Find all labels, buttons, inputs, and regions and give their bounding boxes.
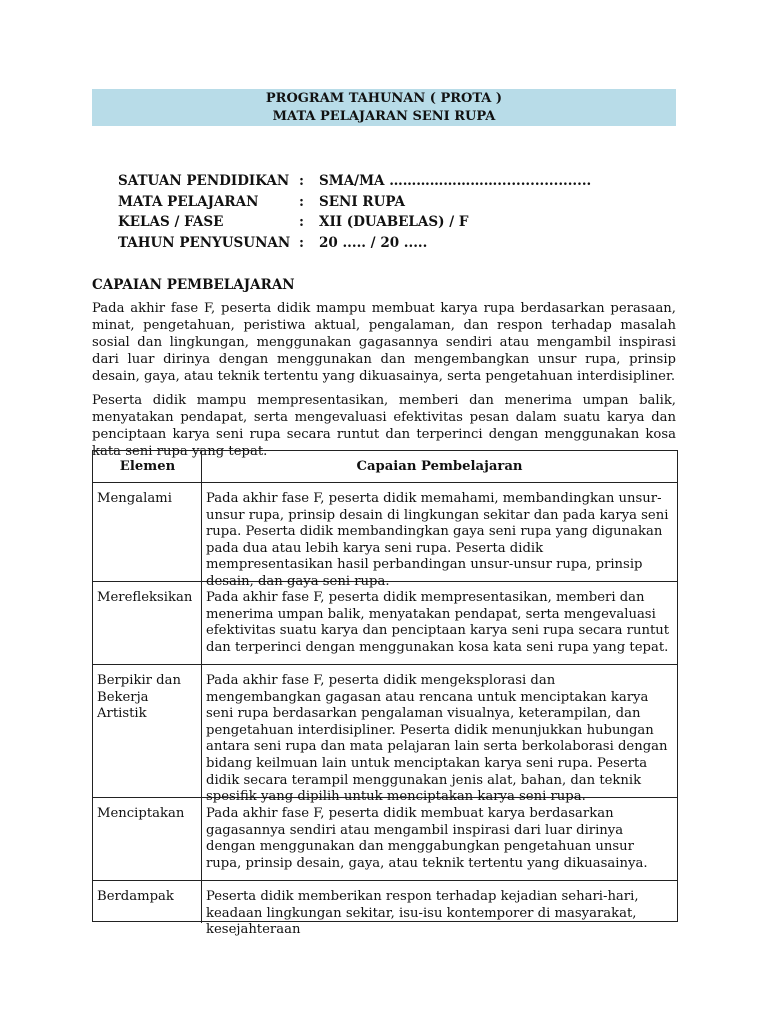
table-cell-capaian: Pada akhir fase F, peserta didik mengeksplorasi dan mengembangkan gagasan atau rencana untuk menciptakan karya seni rupa berdasarkan pengalaman visualnya, keterampilan, dan pengetahuan interdisipliner. Peserta didik menunjukkan hubungan antara seni rupa dan mata pelajaran lain serta berkolaborasi dengan bidang keilmuan lain untuk menciptakan karya seni rupa. Peserta didik secara terampil menggunakan jenis alat, bahan, dan teknik spesifik yang dipilih untuk menciptakan karya seni rupa. xyxy=(206,673,668,805)
table-cell-capaian: Pada akhir fase F, peserta didik membuat karya berdasarkan gagasannya sendiri atau mengambil inspirasi dari luar dirinya dengan menggunakan dan menggabungkan pengetahuan unsur rupa, prinsip desain, gaya, atau teknik tertentu yang dikuasainya. xyxy=(206,806,648,871)
section-heading-capaian: CAPAIAN PEMBELAJARAN xyxy=(92,277,295,293)
info-value: SMA/MA …………………….................... xyxy=(319,173,592,189)
capaian-table xyxy=(92,450,678,938)
info-colon: : xyxy=(299,173,304,189)
info-label: KELAS / FASE xyxy=(118,214,224,230)
identity-block xyxy=(118,171,591,253)
table-row xyxy=(93,881,677,938)
table-header-elemen: Elemen xyxy=(93,451,202,482)
document-title-banner xyxy=(92,89,676,126)
info-label: SATUAN PENDIDIKAN xyxy=(118,173,290,189)
info-row-kelas-fase xyxy=(118,212,591,233)
table-cell-capaian: Pada akhir fase F, peserta didik mempresentasikan, memberi dan menerima umpan balik, menyatakan pendapat, serta mengevaluasi efektivitas suatu karya dan penciptaan karya seni rupa secara runtut dan terperinci dengan menggunakan kosa kata seni rupa yang tepat. xyxy=(206,590,670,655)
info-value: XII (DUABELAS) / F xyxy=(319,214,469,230)
table-row xyxy=(93,483,677,589)
capaian-paragraph-2: Peserta didik mampu mempresentasikan, memberi dan menerima umpan balik, menyatakan pendapat, serta mengevaluasi efektivitas pesan dalam suatu karya dan penciptaan karya seni rupa secara runtut dan terperinci dengan menggunakan kosa kata seni rupa yang tepat. xyxy=(92,393,676,459)
table-cell-capaian: Pada akhir fase F, peserta didik memahami, membandingkan unsur-unsur rupa, prinsip desain di lingkungan sekitar dan pada karya seni rupa. Peserta didik membandingkan gaya seni rupa yang digunakan pada dua atau lebih karya seni rupa. Peserta didik mempresentasikan hasil perbandingan unsur-unsur rupa, prinsip desain, dan gaya seni rupa. xyxy=(206,491,669,589)
document-title-line-2: MATA PELAJARAN SENI RUPA xyxy=(272,109,496,124)
table-header-row xyxy=(93,451,677,483)
info-colon: : xyxy=(299,193,304,210)
info-colon: : xyxy=(299,234,304,251)
info-colon: : xyxy=(299,214,304,230)
table-header-capaian: Capaian Pembelajaran xyxy=(356,459,523,474)
table-cell-elemen: Merefleksikan xyxy=(93,582,202,664)
capaian-paragraph-1: Pada akhir fase F, peserta didik mampu membuat karya rupa berdasarkan perasaan, minat, pengetahuan, peristiwa aktual, pengalaman, dan respon terhadap masalah sosial dan lingkungan, menggunakan gagasannya sendiri atau mengambil inspirasi dari luar dirinya dengan menggunakan dan mengembangkan unsur rupa, prinsip desain, gaya, atau teknik tertentu yang dikuasainya, serta pengetahuan interdisipliner. xyxy=(92,301,676,384)
document-title-line-1: PROGRAM TAHUNAN ( PROTA ) xyxy=(265,91,503,106)
table-cell-capaian: Peserta didik memberikan respon terhadap kejadian sehari-hari, keadaan lingkungan sekitar, isu-isu kontemporer di masyarakat, kesejahteraan xyxy=(206,889,639,938)
info-value: SENI RUPA xyxy=(319,193,406,210)
table-cell-elemen: Berpikir dan Bekerja Artistik xyxy=(93,665,202,797)
table-cell-elemen: Mengalami xyxy=(93,483,202,581)
info-row-satuan-pendidikan xyxy=(118,171,591,192)
info-row-tahun-penyusunan xyxy=(118,233,591,254)
info-label: TAHUN PENYUSUNAN xyxy=(118,234,291,251)
table-row xyxy=(93,798,677,881)
info-value: 20 ..... / 20 ..... xyxy=(319,234,428,251)
table-row xyxy=(93,665,677,805)
info-label: MATA PELAJARAN xyxy=(118,193,259,210)
table-cell-elemen: Berdampak xyxy=(93,881,202,923)
table-cell-elemen: Menciptakan xyxy=(93,798,202,880)
info-row-mata-pelajaran xyxy=(118,192,591,213)
table-row xyxy=(93,582,677,665)
